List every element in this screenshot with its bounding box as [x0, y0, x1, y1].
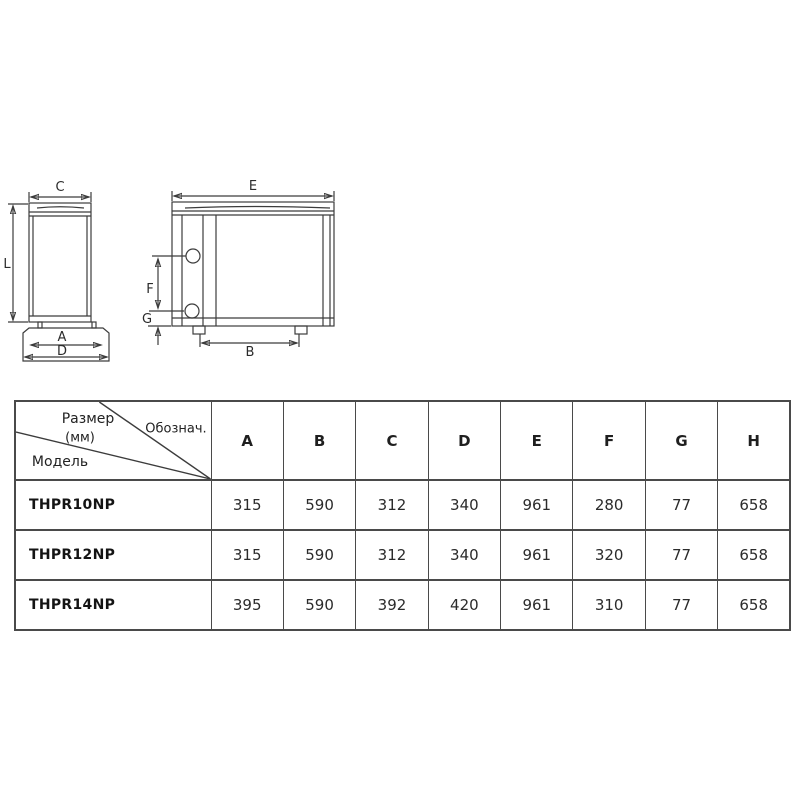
dim-value: 315: [211, 530, 283, 580]
dim-label-d: D: [56, 344, 68, 359]
dim-value: 312: [356, 530, 428, 580]
side-view-foot-right: [92, 322, 96, 328]
col-header-a: A: [211, 401, 283, 480]
col-header-h: H: [718, 401, 790, 480]
front-view-body: [172, 202, 334, 326]
dim-value: 961: [501, 530, 573, 580]
front-view-foot-left: [193, 326, 205, 334]
col-header-e: E: [501, 401, 573, 480]
side-view-body: [29, 203, 91, 322]
dim-value: 340: [428, 480, 500, 530]
dim-label-a: A: [57, 330, 67, 345]
dim-value: 315: [211, 480, 283, 530]
model-name: THPR12NP: [15, 530, 211, 580]
dim-value: 77: [645, 580, 717, 630]
model-name: THPR10NP: [15, 480, 211, 530]
dimensions-table: [14, 400, 791, 631]
front-view-drawing: [142, 179, 334, 360]
dim-value: 590: [283, 580, 355, 630]
pipe-connection-bottom: [185, 304, 199, 318]
dim-value: 280: [573, 480, 645, 530]
dim-label-g: G: [141, 312, 153, 327]
pipe-connection-top: [186, 249, 200, 263]
table-row: [15, 580, 790, 630]
dim-value: 320: [573, 530, 645, 580]
dim-value: 340: [428, 530, 500, 580]
corner-model-label: Модель: [31, 454, 89, 470]
side-view-drawing: [3, 180, 109, 361]
dim-value: 961: [501, 580, 573, 630]
corner-unit-label: (мм): [65, 430, 95, 446]
front-view-cap-seam: [185, 207, 330, 209]
side-view-cap-seam: [37, 207, 84, 208]
dim-value: 395: [211, 580, 283, 630]
col-header-c: C: [356, 401, 428, 480]
dim-value: 658: [718, 530, 790, 580]
dim-value: 658: [718, 580, 790, 630]
dim-value: 590: [283, 530, 355, 580]
dim-label-c: C: [55, 180, 65, 195]
front-view-foot-right: [295, 326, 307, 334]
model-name: THPR14NP: [15, 580, 211, 630]
dim-label-l: L: [3, 257, 11, 272]
table-header-row: [15, 401, 790, 480]
dim-value: 310: [573, 580, 645, 630]
dim-label-e: E: [248, 179, 258, 194]
corner-designation-label: Обознач.: [145, 421, 207, 437]
dim-value: 590: [283, 480, 355, 530]
dim-value: 312: [356, 480, 428, 530]
col-header-b: B: [283, 401, 355, 480]
corner-size-label: Размер: [61, 411, 115, 427]
dim-value: 961: [501, 480, 573, 530]
table-row: [15, 530, 790, 580]
dim-label-b: B: [245, 345, 255, 360]
col-header-d: D: [428, 401, 500, 480]
col-header-f: F: [573, 401, 645, 480]
dim-value: 392: [356, 580, 428, 630]
corner-header-cell: [15, 401, 211, 480]
table-row: [15, 480, 790, 530]
col-header-g: G: [645, 401, 717, 480]
dim-value: 77: [645, 530, 717, 580]
side-view-foot-left: [38, 322, 42, 328]
dim-value: 77: [645, 480, 717, 530]
dim-value: 420: [428, 580, 500, 630]
dim-value: 658: [718, 480, 790, 530]
dim-label-f: F: [146, 282, 154, 297]
